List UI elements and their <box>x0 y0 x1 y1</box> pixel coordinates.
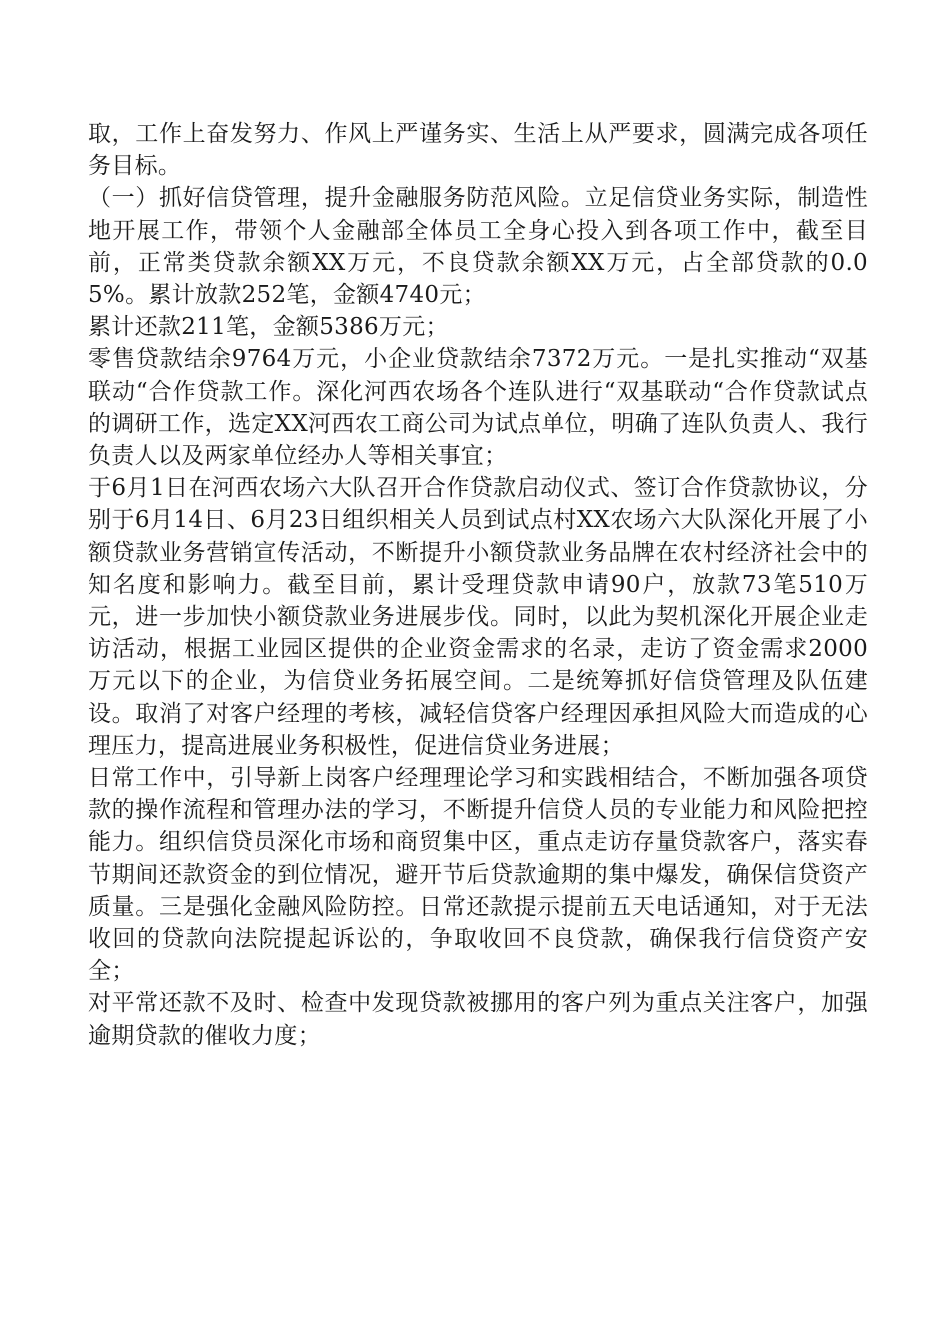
paragraph-3: 累计还款211笔，金额5386万元； <box>88 314 449 341</box>
paragraph-4: 零售贷款结余9764万元，小企业贷款结余7372万元。一是扎实推动“双基联动“合作贷款工作。深化河西农场各个连队进行“双基联动“合作贷款试点的调研工作，选定XX河西农工商公司为试点单位，明确了连队负责人、我行负责人以及两家单位经办人等相关事宜； <box>88 346 868 470</box>
paragraph-2: （一）抓好信贷管理，提升金融服务防范风险。立足信贷业务实际，制造性地开展工作，带领个人金融部全体员工全身心投入到各项工作中，截至目前，正常类贷款余额XX万元，不良贷款余额XX万元，占全部贷款的0.05%。累计放款252笔，金额4740元； <box>88 185 868 309</box>
paragraph-1: 取，工作上奋发努力、作风上严谨务实、生活上从严要求，圆满完成各项任务目标。 <box>88 121 868 180</box>
paragraph-5: 于6月1日在河西农场六大队召开合作贷款启动仪式、签订合作贷款协议，分别于6月14日、6月23日组织相关人员到试点村XX农场六大队深化开展了小额贷款业务营销宣传活动，不断提升小额贷款业务品牌在农村经济社会中的知名度和影响力。截至目前，累计受理贷款申请90户，放款73笔510万元，进一步加快小额贷款业务进展步伐。同时，以此为契机深化开展企业走访活动，根据工业园区提供的企业资金需求的名录，走访了资金需求2000万元以下的企业，为信贷业务拓展空间。二是统筹抓好信贷管理及队伍建设。取消了对客户经理的考核，减轻信贷客户经理因承担风险大而造成的心理压力，提高进展业务积极性，促进信贷业务进展； <box>88 475 868 759</box>
paragraph-6: 日常工作中，引导新上岗客户经理理论学习和实践相结合，不断加强各项贷款的操作流程和管理办法的学习，不断提升信贷人员的专业能力和风险把控能力。组织信贷员深化市场和商贸集中区，重点走访存量贷款客户，落实春节期间还款资金的到位情况，避开节后贷款逾期的集中爆发，确保信贷资产质量。三是强化金融风险防控。日常还款提示提前五天电话通知，对于无法收回的贷款向法院提起诉讼的，争取收回不良贷款，确保我行信贷资产安全； <box>88 765 868 985</box>
paragraph-7: 对平常还款不及时、检查中发现贷款被挪用的客户列为重点关注客户，加强逾期贷款的催收力度； <box>88 990 868 1049</box>
document-body <box>88 118 868 1052</box>
